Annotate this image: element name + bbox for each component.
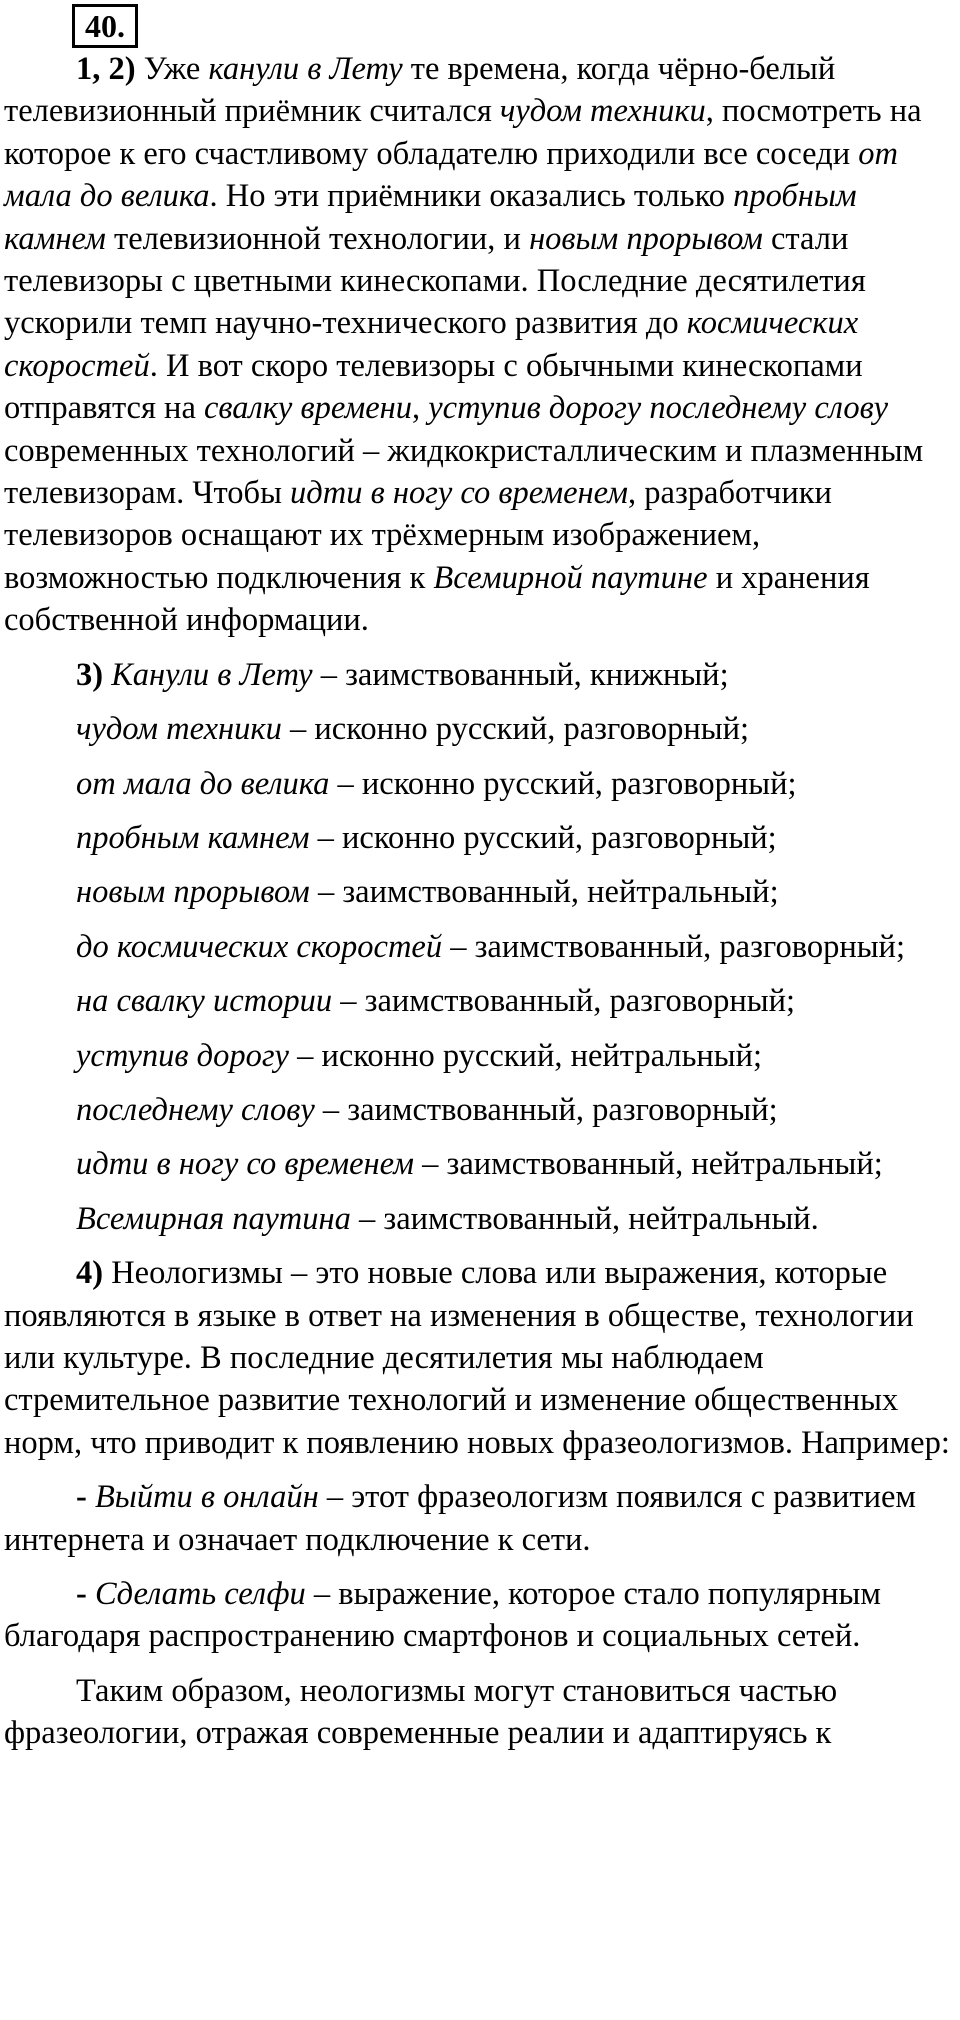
text-run: . Но эти приёмники оказались только	[209, 178, 734, 215]
text-run: , посмотреть на которое к его счастливому обладателю приходили все соседи	[4, 93, 922, 172]
phrase-term: Всемирной паутине	[433, 559, 708, 596]
text-run: Уже	[135, 51, 209, 87]
list-item	[4, 763, 956, 805]
text-run: . И вот скоро телевизоры с обычными кинескопами отправятся на	[4, 347, 863, 427]
phrase-term: чудом техники	[499, 93, 706, 130]
example-description: – выражение, которое стало популярным благодаря распространению смартфонов и социальных сетей.	[4, 1576, 881, 1655]
answer-content	[4, 48, 956, 1755]
list-item	[4, 654, 956, 696]
phrase-term: идти в ногу со временем	[290, 475, 629, 512]
example-phrase: Выйти в онлайн	[94, 1479, 319, 1516]
paragraph-label: 4)	[76, 1255, 104, 1292]
phrase-term: пробным камнем	[4, 178, 857, 257]
paragraph-4	[4, 1252, 956, 1464]
example-description: – этот фразеологизм появился с развитием интернета и означает подключение к сети.	[4, 1479, 916, 1558]
phrase-term: от мала до велика	[76, 765, 330, 802]
text-run: те времена, когда чёрно-белый телевизионный приёмник считался	[4, 51, 836, 130]
text-run: , разработчики телевизоров оснащают их трёхмерным изображением, возможностью подключения к	[4, 475, 832, 596]
phrase-term: на свалку истории	[76, 983, 333, 1020]
paragraph-label: 3)	[76, 656, 104, 693]
text-run: ,	[412, 390, 429, 427]
list-item	[4, 980, 956, 1022]
example-item	[4, 1573, 956, 1658]
phrase-description: – заимствованный, нейтральный.	[350, 1200, 819, 1237]
list-item	[4, 871, 956, 913]
text-run: современных технологий – жидкокристаллическим и плазменным телевизорам. Чтобы	[4, 432, 924, 512]
paragraph-1-2-body	[4, 51, 923, 638]
task-number: 40.	[72, 4, 138, 48]
phrase-description: – заимствованный, книжный;	[312, 656, 729, 693]
phrase-description: – заимствованный, разговорный;	[332, 983, 796, 1020]
phrase-description: – исконно русский, разговорный;	[329, 765, 797, 802]
paragraph-1-2	[4, 48, 956, 642]
phrase-term: чудом техники	[76, 711, 282, 748]
paragraph-4-body: Неологизмы – это новые слова или выражения, которые появляются в языке в ответ на изменения в обществе, технологии или культуре. В последние десятилетия мы наблюдаем стремительное развитие технологий и изменение общественных норм, что приводит к появлению новых фразеологизмов. Например:	[4, 1255, 950, 1461]
phrase-description: – заимствованный, нейтральный;	[413, 1146, 883, 1183]
phrase-term: пробным камнем	[76, 819, 310, 856]
list-item	[4, 708, 956, 750]
phrase-description: – исконно русский, разговорный;	[309, 819, 777, 856]
phrase-description: – исконно русский, разговорный;	[281, 711, 750, 748]
phrase-term: уступив дорогу	[76, 1037, 289, 1074]
phrase-term: идти в ногу со временем	[76, 1146, 414, 1183]
phrase-term: космических скоростей	[4, 305, 859, 384]
list-item	[4, 1143, 956, 1185]
phrase-term: от мала до велика	[4, 135, 898, 215]
phrase-term: уступив дорогу последнему слову	[428, 390, 889, 427]
phrase-term: до космических скоростей	[76, 928, 443, 965]
list-item	[4, 817, 956, 859]
phrase-description: – заимствованный, разговорный;	[314, 1091, 778, 1128]
example-dash: -	[76, 1479, 87, 1516]
phrase-term: Канули в Лету	[111, 656, 313, 693]
text-run: и хранения собственной информации.	[4, 559, 870, 639]
phrase-description: – исконно русский, нейтральный;	[288, 1037, 763, 1074]
example-item	[4, 1476, 956, 1561]
conclusion-paragraph: Таким образом, неологизмы могут становиться частью фразеологии, отражая современные реалии и адаптируясь к	[4, 1672, 838, 1752]
phrase-description: – заимствованный, разговорный;	[442, 928, 905, 965]
phrase-term: последнему слову	[76, 1091, 315, 1128]
phrase-term: новым прорывом	[76, 874, 310, 911]
list-item	[4, 1089, 956, 1131]
phrase-term: свалку времени	[204, 390, 412, 427]
list-item	[4, 1198, 956, 1240]
example-dash: -	[76, 1576, 87, 1612]
list-item	[4, 926, 956, 968]
list-item	[4, 1035, 956, 1077]
paragraph-label: 1, 2)	[76, 51, 136, 87]
phrase-term: Всемирная паутина	[76, 1200, 351, 1237]
text-run: телевизионной технологии, и	[105, 220, 530, 257]
example-phrase: Сделать селфи	[94, 1576, 306, 1612]
text-run: стали телевизоры с цветными кинескопами. Последние десятилетия ускорили темп научно-технического развития до	[4, 220, 866, 342]
phrase-term: новым прорывом	[529, 220, 763, 257]
phrase-term: канули в Лету	[208, 51, 403, 87]
phrase-description: – заимствованный, нейтральный;	[309, 874, 779, 911]
